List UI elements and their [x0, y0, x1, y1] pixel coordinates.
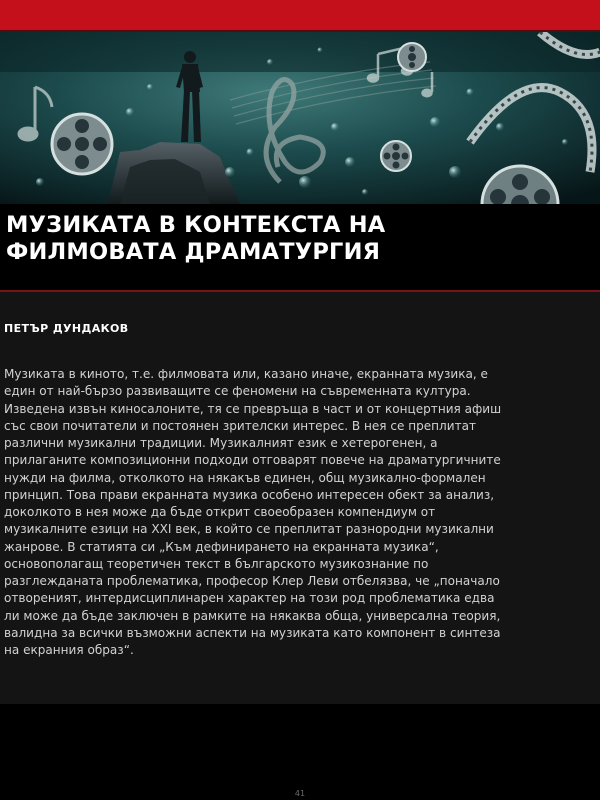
body-line: нужди на филма, отколкото на някакъв единен, общ музикално-формален: [4, 470, 486, 485]
body-line: Музиката в киното, т.е. филмовата или, казано иначе, екранната музика, е: [4, 367, 488, 381]
body-line: принцип. Това прави екранната музика особено интересен обект за анализ,: [4, 487, 495, 502]
header-illustration: [0, 32, 600, 204]
body-line: отвореният, интердисциплинарен характер на този род проблематика едва: [4, 591, 495, 606]
article-body: [4, 366, 598, 659]
body-line: разглежданата проблематика, професор Клер Леви отбелязва, че „поначало: [4, 574, 500, 588]
body-line: един от най-бързо развиващите се феномени на съвременната култура.: [4, 384, 471, 399]
body-line: музикалните езици на XXI век, в който се преплитат разнородни музикални: [4, 522, 494, 537]
title-block: [0, 204, 600, 288]
body-line: различни музикални традиции. Музикалният език е хетерогенен, а: [4, 436, 438, 450]
article-title-line: МУЗИКАТА В КОНТЕКСТА НА: [6, 212, 386, 238]
film-reel-icon: [398, 43, 426, 71]
body-line: валидна за всички възможни аспекти на музиката като компонент в синтеза: [4, 625, 501, 640]
film-reel-icon: [52, 114, 112, 174]
body-line: със свои почитатели и постоянен зрителски интерес. В нея се преплитат: [4, 418, 477, 433]
page-number: 41: [294, 789, 306, 798]
film-reel-icon: [381, 141, 411, 171]
top-accent-bar: [0, 0, 600, 30]
film-music-illustration-icon: [0, 32, 600, 204]
article-title: [6, 212, 596, 266]
body-line: Изведена извън киносалоните, тя се превръща в част и от концертния афиш: [4, 401, 502, 416]
article-title-line: ФИЛМОВАТА ДРАМАТУРГИЯ: [6, 239, 381, 265]
body-line: основополагащ теоретичен текст в българското музикознание по: [4, 556, 429, 571]
body-line: жанрове. В статията си „Към дефинирането на екранната музика“,: [4, 539, 439, 554]
body-line: доколкото в нея може да бъде открит своеобразен компендиум от: [4, 505, 436, 519]
body-line: на екранния образ“.: [4, 643, 134, 657]
body-line: ли може да бъде заключен в рамките на някаква обща, универсална теория,: [4, 608, 501, 623]
author-name: ПЕТЪР ДУНДАКОВ: [4, 322, 129, 335]
body-line: прилаганите композиционни подходи отговарят повече на драматургичните: [4, 453, 501, 468]
